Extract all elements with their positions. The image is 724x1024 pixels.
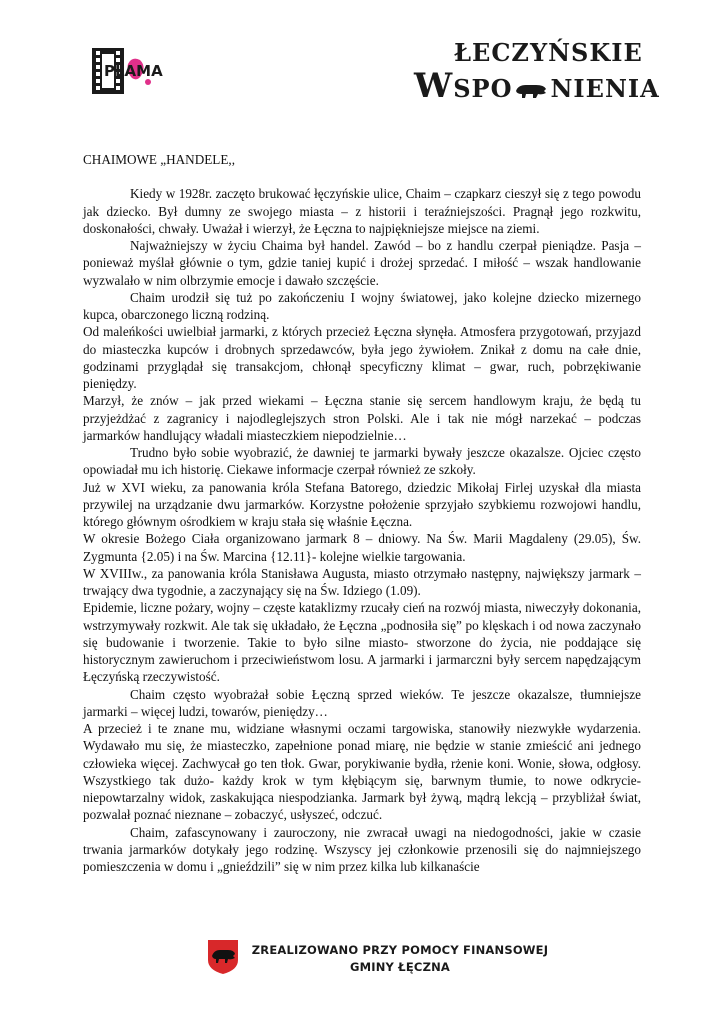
paragraph: Chaim, zafascynowany i zauroczony, nie zwracał uwagi na niedogodności, jakie w czasie trwania jarmarków dotykały jego rodzinę. Wszyscy jej członkowie przenosili się do najmniejszego pomieszczenia w domu i „gnieździli” się w nim przez kilka lub kilkanaście <box>83 824 641 874</box>
paragraph: Chaim często wyobrażał sobie Łęczną sprzed wieków. Te jeszcze okazalsze, tłumniejsze jarmarki – więcej ludzi, towarów, pieniędzy… <box>83 686 641 719</box>
paragraph: Trudno było sobie wyobrazić, że dawniej te jarmarki bywały jeszcze okazalsze. Ojciec często opowiadał mu ich historię. Ciekawe informacje czerpał również ze szkoły. <box>83 445 641 478</box>
logo-top-word: ŁECZYŃSKIE <box>454 38 643 67</box>
logo-bottom-part-b: NIENIA <box>550 74 660 103</box>
paragraph: Już w XVI wieku, za panowania króla Stefana Batorego, dziedzic Mikołaj Firlej uzyskał dla miasta przywilej na urządzanie dwu jarmarków. Korzystne położenie sprzyjało szybkiemu rozwojowi handlu, którego głównym ośrodkiem w kraju stała się właśnie Łęczna. <box>83 479 641 529</box>
paragraph: A przecież i te znane mu, widziane własnymi oczami targowiska, stanowiły niezwykłe wydarzenia. Wydawało mu się, że miasteczko, zapełnione ponad miarę, nie będzie w stanie zmieścić ani jednego człowieka więcej. Zachwycał go ten tłok. Gwar, porykiwanie bydła, rżenie koni. Wonie, słowa, odgłosy. Wszystkiego tak dużo- każdy krok w tym kłębiącym się, barwnym tłumie, to nowe odkrycie- niepowtarzalny widok, zaskakująca niespodzianka. Jarmark był żywą, mądrą lekcją – przybliżał świat, pozwalał poznać nieznane – zobaczyć, usłyszeć, odczuć. <box>83 721 641 823</box>
logo-bottom-part-a: SPO <box>453 74 513 103</box>
paragraph: Chaim urodził się tuż po zakończeniu I wojny światowej, jako kolejne dziecko mizernego kupca, obarczonego liczną rodziną. <box>83 289 641 322</box>
plama-logo <box>88 44 174 98</box>
boar-emblem-icon <box>206 938 240 981</box>
paragraph: Marzył, że znów – jak przed wiekami – Łęczna stanie się sercem handlowym kraju, że będą tu przyjeżdżać z zagranicy i najodleglejszych stron Polski. Ale i tak nie mógł narzekać – podczas jarmarków handlujący władali miasteczkiem niepodzielnie… <box>83 393 641 443</box>
paragraph: Kiedy w 1928r. zaczęto brukować łęczyńskie ulice, Chaim – czapkarz cieszył się z tego powodu jak dziecko. Był dumny ze swojego miasta – z historii i teraźniejszości. Pragnął jego rozkwitu, doskonałości, chwały. Uważał i wierzył, że Łęczna to najpiękniejsze miejsce na ziemi. <box>83 186 641 236</box>
page-header <box>0 0 724 110</box>
funding-line-1: ZREALIZOWANO PRZY POMOCY FINANSOWEJ <box>251 943 549 957</box>
document-title: CHAIMOWE „HANDELE,, <box>83 152 235 167</box>
funding-line-2: GMINY ŁĘCZNA <box>349 960 451 974</box>
paragraph: Epidemie, liczne pożary, wojny – częste kataklizmy rzucały cień na rozwój miasta, niweczyły dokonania, wstrzymywały rozkwit. Ale tak się układało, że Łęczna „podnosiła się” po klęskach i od nowa zaczynało się budowanie i tworzenie. Takie to było silne miasto- stworzone do życia, nie poddające się historycznym zawieruchom i przeciwieństwom losu. A jarmarki i jarmarczni były sercem napędzającym Łęczyńską rzeczywistość. <box>83 600 641 685</box>
plama-logo-text: PLAMA <box>104 62 163 80</box>
paragraph: Od maleńkości uwielbiał jarmarki, z których przecież Łęczna słynęła. Atmosfera przygotowań, przyjazd do miasteczka kupców i drobnych sprzedawców, była jego żywiołem. Znikał z domu na całe dnie, godzinami przyglądał się transakcjom, chłonął specyficzny klimat – gwar, ruch, pobrzękiwanie pieniędzy. <box>83 324 641 391</box>
leczynskie-wspomnienia-logo <box>408 36 660 106</box>
paragraph: Najważniejszy w życiu Chaima był handel. Zawód – bo z handlu czerpał pieniądze. Pasja – ponieważ myślał głównie o tym, gdzie taniej kupić i drożej sprzedać. I miłość – wszak handlowanie wyzwalało w nim olbrzymie emocje i dawało szczęście. <box>83 238 641 288</box>
logo-bottom-word <box>414 66 660 106</box>
paragraph: W okresie Bożego Ciała organizowano jarmark 8 – dniowy. Na Św. Marii Magdaleny (29.05), Św. Zygmunta {2.05) i na Św. Marcina {12.11}- kolejne wielkie targowania. <box>83 531 641 564</box>
funding-note <box>240 942 560 976</box>
document-body <box>83 151 641 875</box>
page-footer <box>200 938 549 978</box>
logo-initial: W <box>414 66 454 106</box>
paragraph: W XVIIIw., za panowania króla Stanisława Augusta, miasto otrzymało następny, największy jarmark – trwający dwa tygodnie, a zaczynający się na Św. Idziego (1.09). <box>83 565 641 598</box>
boar-icon <box>514 76 548 105</box>
